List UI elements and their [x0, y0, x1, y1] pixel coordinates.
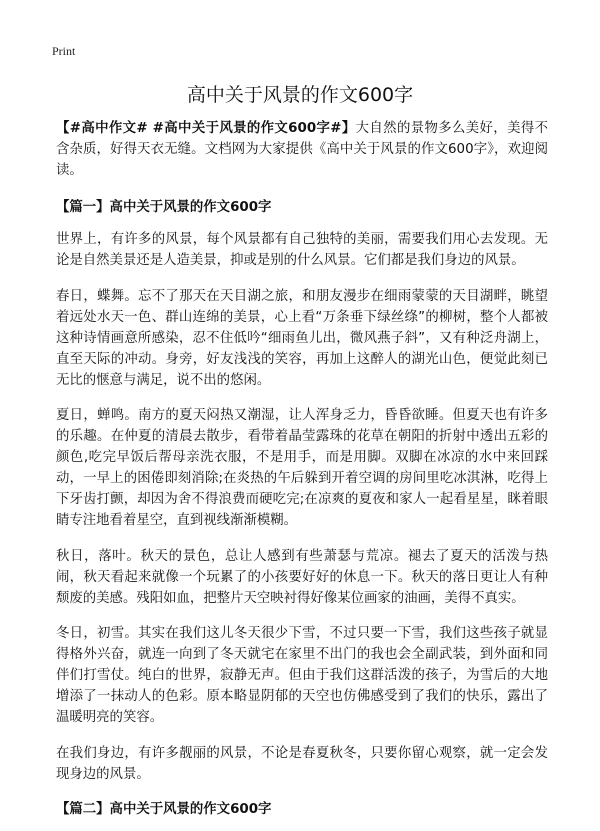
paragraph-world: 世界上，有许多的风景，每个风景都有自己独特的美丽，需要我们用心去发现。无论是自然美景还是人造美景，抑或是别的什么风景。它们都是我们身边的风景。 — [56, 232, 548, 268]
section-heading-2: 【篇二】高中关于风景的作文600字 — [56, 802, 272, 817]
paragraph-conclusion: 在我们身边，有许多靓丽的风景，不论是春夏秋冬，只要你留心观察，就一定会发现身边的风景。 — [56, 745, 548, 782]
paragraph-winter: 冬日，初雪。其实在我们这儿冬天很少下雪，不过只要一下雪，我们这些孩子就显得格外兴奋，就连一向到了冬天就宅在家里不出门的我也会全副武装，到外面和同伴们打雪仗。纯白的世界，寂静无声。但由于我们这群活泼的孩子，为雪后的大地增添了一抹动人的色彩。原本略显阴郁的天空也仿佛感受到了我们的快乐，露出了温暖明亮的笑容。 — [56, 626, 548, 725]
section-heading-1: 【篇一】高中关于风景的作文600字 — [56, 200, 272, 215]
paragraph-autumn: 秋日，落叶。秋天的景色，总让人感到有些萧瑟与荒凉。褪去了夏天的活泼与热闹，秋天看起来就像一个玩累了的小孩要好好的休息一下。秋天的落日更让人有种颓废的美感。残阳如血，把整片天空映衬得好像某位画家的油画，美得不真实。 — [56, 548, 548, 606]
print-label: Print — [52, 44, 76, 58]
page-title: 高中关于风景的作文600字 — [186, 84, 414, 106]
article-body — [56, 118, 548, 831]
paragraph-summer: 夏日，蝉鸣。南方的夏天闷热又潮湿，让人浑身乏力，昏昏欲睡。但夏天也有许多的乐趣。在仲夏的清晨去散步，看带着晶莹露珠的花草在朝阳的折射中透出五彩的颜色,吃完早饭后帮母亲洗衣服，不是用手，而是用脚。双脚在冰凉的水中来回踩动，一早上的困倦即刻消除;在炎热的午后躲到开着空调的房间里吃冰淇淋，吃得上下牙齿打颤，却因为舍不得浪费而硬吃完;在凉爽的夏夜和家人一起看星星，眯着眼睛专注地看着星空，直到视线渐渐模糊。 — [56, 408, 548, 528]
intro-text: 大自然的景物多么美好，美得不含杂质，好得天衣无缝。文档网为大家提供《高中关于风景的作文600字》，欢迎阅读。 — [56, 121, 548, 178]
intro-paragraph — [56, 118, 548, 181]
intro-tags: 【#高中作文# #高中关于风景的作文600字#】 — [56, 121, 356, 136]
paragraph-spring: 春日，蝶舞。忘不了那天在天目湖之旅，和朋友漫步在细雨蒙蒙的天目湖畔，眺望着远处水天一色、群山连绵的美景，心上看“万条垂下绿丝绦”的柳树，整个人都被这种诗情画意所感染，忍不住低吟“细雨鱼儿出，微风燕子斜”，又有种泛舟湖上，直至天际的冲动。身旁，好友浅浅的笑容，再加上这醉人的湖光山色，便觉此刻已无比的惬意与满足，说不出的悠闲。 — [56, 288, 548, 388]
